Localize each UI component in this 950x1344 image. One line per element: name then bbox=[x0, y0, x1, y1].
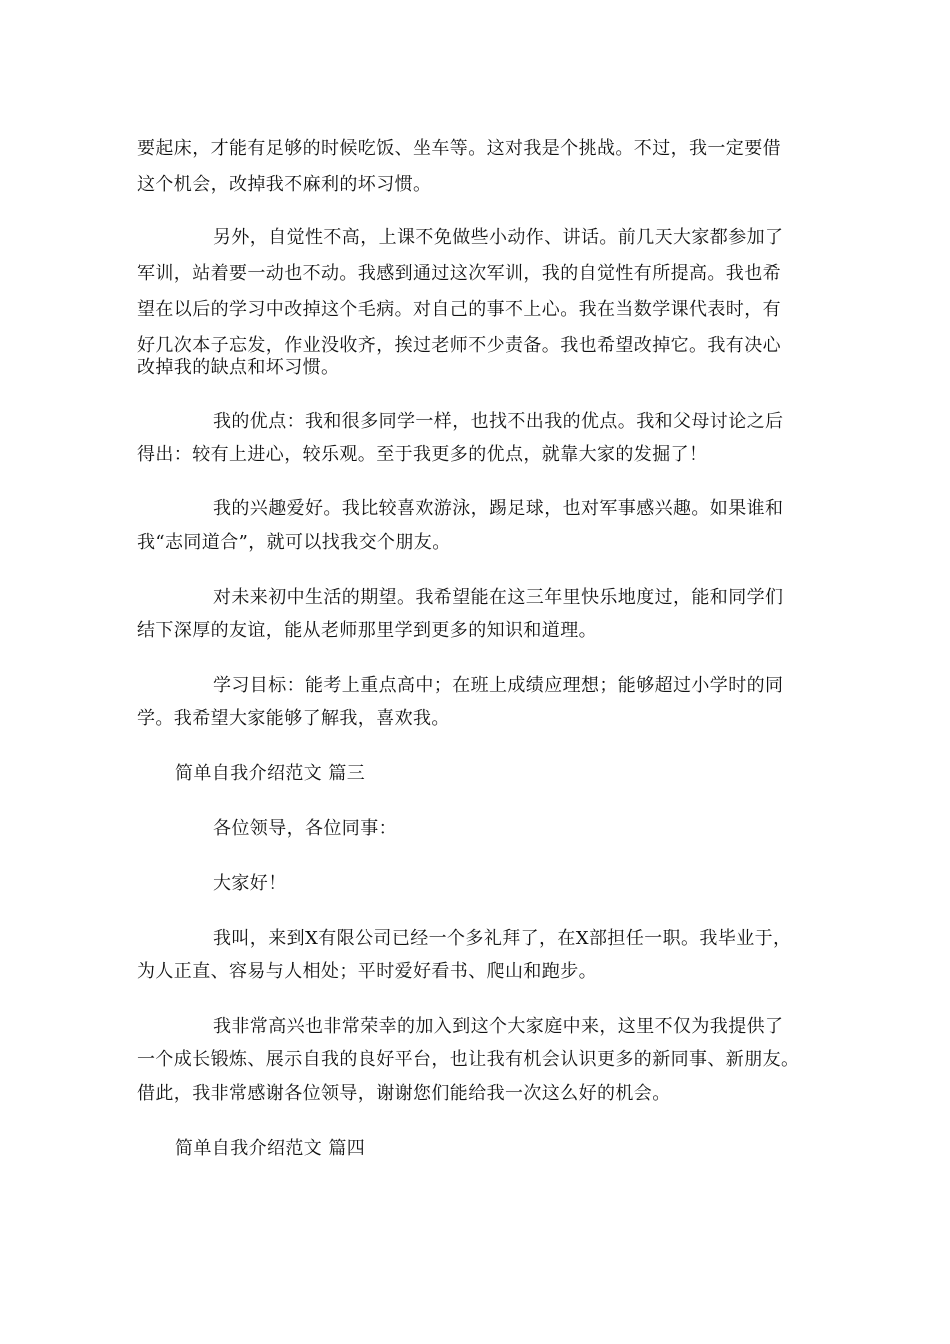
text-line: 我“志同道合”，就可以找我交个朋友。 bbox=[137, 532, 451, 553]
paragraph-first-line: 我的优点：我和很多同学一样，也找不出我的优点。我和父母讨论之后 bbox=[213, 411, 784, 432]
paragraph-first-line: 对未来初中生活的期望。我希望能在这三年里快乐地度过，能和同学们 bbox=[213, 587, 784, 608]
paragraph-first-line: 我非常高兴也非常荣幸的加入到这个大家庭中来，这里不仅为我提供了 bbox=[213, 1016, 784, 1037]
text-line: 借此，我非常感谢各位领导，谢谢您们能给我一次这么好的机会。 bbox=[137, 1083, 671, 1104]
paragraph-first-line: 我的兴趣爱好。我比较喜欢游泳，踢足球，也对军事感兴趣。如果谁和 bbox=[213, 498, 784, 519]
text-line: 望在以后的学习中改掉这个毛病。对自己的事不上心。我在当数学课代表时，有 bbox=[137, 299, 781, 320]
paragraph-first-line: 另外，自觉性不高，上课不免做些小动作、讲话。前几天大家都参加了 bbox=[213, 227, 784, 248]
greeting-line: 各位领导，各位同事： bbox=[213, 818, 397, 839]
text-line: 这个机会，改掉我不麻利的坏习惯。 bbox=[137, 174, 432, 195]
text-line: 一个成长锻炼、展示自我的良好平台，也让我有机会认识更多的新同事、新朋友。 bbox=[137, 1049, 800, 1070]
section-heading: 简单自我介绍范文 篇三 bbox=[175, 763, 366, 784]
greeting-line: 大家好！ bbox=[213, 873, 287, 894]
text-line: 要起床，才能有足够的时候吃饭、坐车等。这对我是个挑战。不过，我一定要借 bbox=[137, 138, 781, 159]
text-line: 好几次本子忘发，作业没收齐，挨过老师不少责备。我也希望改掉它。我有决心 bbox=[137, 335, 781, 356]
paragraph-first-line: 我叫，来到X有限公司已经一个多礼拜了，在X部担任一职。我毕业于， bbox=[213, 928, 792, 949]
text-line: 学。我希望大家能够了解我，喜欢我。 bbox=[137, 708, 450, 729]
text-line: 军训，站着要一动也不动。我感到通过这次军训，我的自觉性有所提高。我也希 bbox=[137, 263, 781, 284]
text-line: 结下深厚的友谊，能从老师那里学到更多的知识和道理。 bbox=[137, 620, 597, 641]
section-heading: 简单自我介绍范文 篇四 bbox=[175, 1138, 366, 1159]
paragraph-first-line: 学习目标：能考上重点高中；在班上成绩应理想；能够超过小学时的同 bbox=[213, 675, 784, 696]
text-line: 为人正直、容易与人相处；平时爱好看书、爬山和跑步。 bbox=[137, 961, 597, 982]
text-line: 得出：较有上进心，较乐观。至于我更多的优点，就靠大家的发掘了！ bbox=[137, 444, 708, 465]
text-line: 改掉我的缺点和坏习惯。 bbox=[137, 357, 340, 378]
